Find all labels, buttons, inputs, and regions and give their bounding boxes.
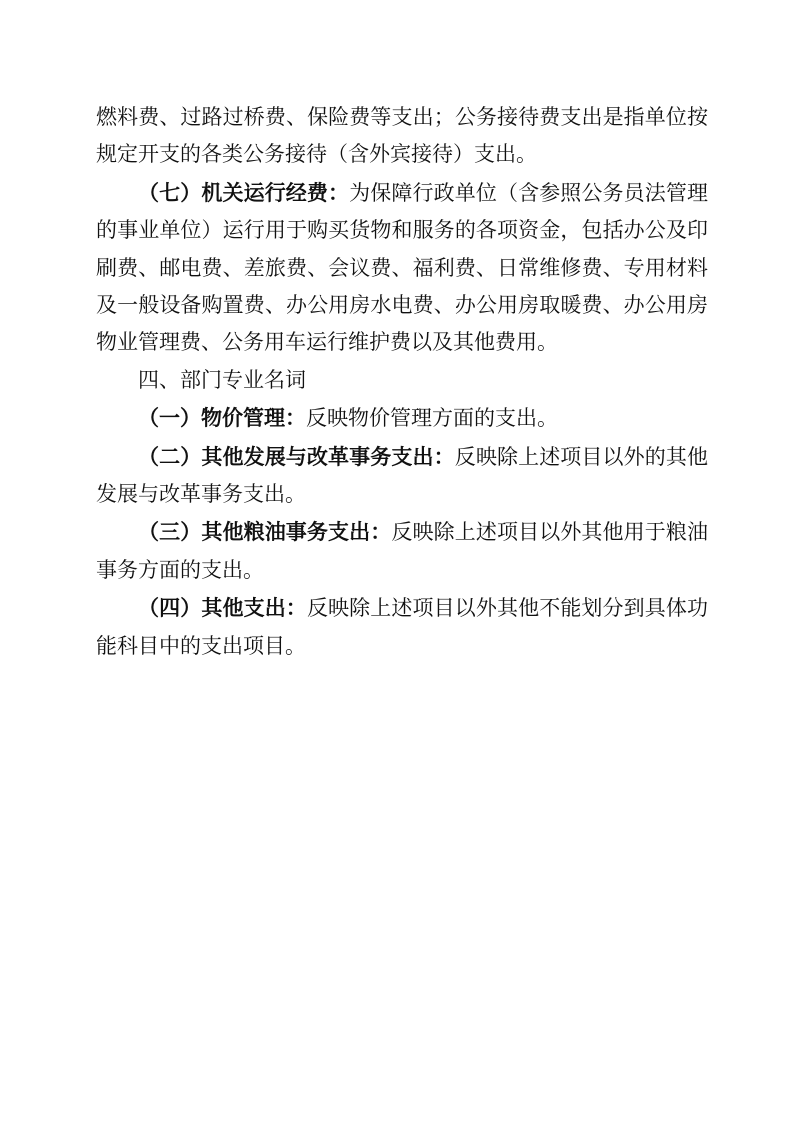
term-item — [96, 513, 708, 589]
term-definition: 为保障行政单位（含参照公务员法管理的事业单位）运行用于购买货物和服务的各项资金，包括办公及印刷费、邮电费、差旅费、会议费、福利费、日常维修费、专用材料及一般设备购置费、办公用房水电费、办公用房取暖费、办公用房物业管理费、公务用车运行维护费以及其他费用。 — [96, 180, 709, 355]
term-label: （二）其他发展与改革事务支出： — [138, 443, 455, 469]
term-definition: 反映除上述项目以外其他不能划分到具体功能科目中的支出项目。 — [96, 596, 709, 658]
term-label: （一）物价管理： — [138, 405, 306, 431]
term-label: （七）机关运行经费： — [138, 179, 350, 205]
document-body — [96, 99, 708, 665]
term-definition: 反映物价管理方面的支出。 — [306, 406, 558, 431]
term-definition: 反映除上述项目以外其他用于粮油事务方面的支出。 — [96, 520, 709, 582]
term-label: （三）其他粮油事务支出： — [138, 519, 392, 545]
paragraph-travel-reception — [96, 99, 708, 174]
section-heading-text: 四、部门专业名词 — [138, 367, 306, 392]
section-heading — [96, 362, 708, 399]
term-label: （四）其他支出： — [138, 595, 307, 621]
term-definition: 反映除上述项目以外的其他发展与改革事务支出。 — [96, 444, 709, 507]
term-item — [96, 589, 708, 665]
paragraph-text: 燃料费、过路过桥费、保险费等支出；公务接待费支出是指单位按规定开支的各类公务接待（含外宾接待）支出。 — [96, 105, 708, 167]
term-item — [96, 438, 708, 514]
paragraph-operating-funds — [96, 174, 708, 362]
term-item — [96, 399, 708, 437]
